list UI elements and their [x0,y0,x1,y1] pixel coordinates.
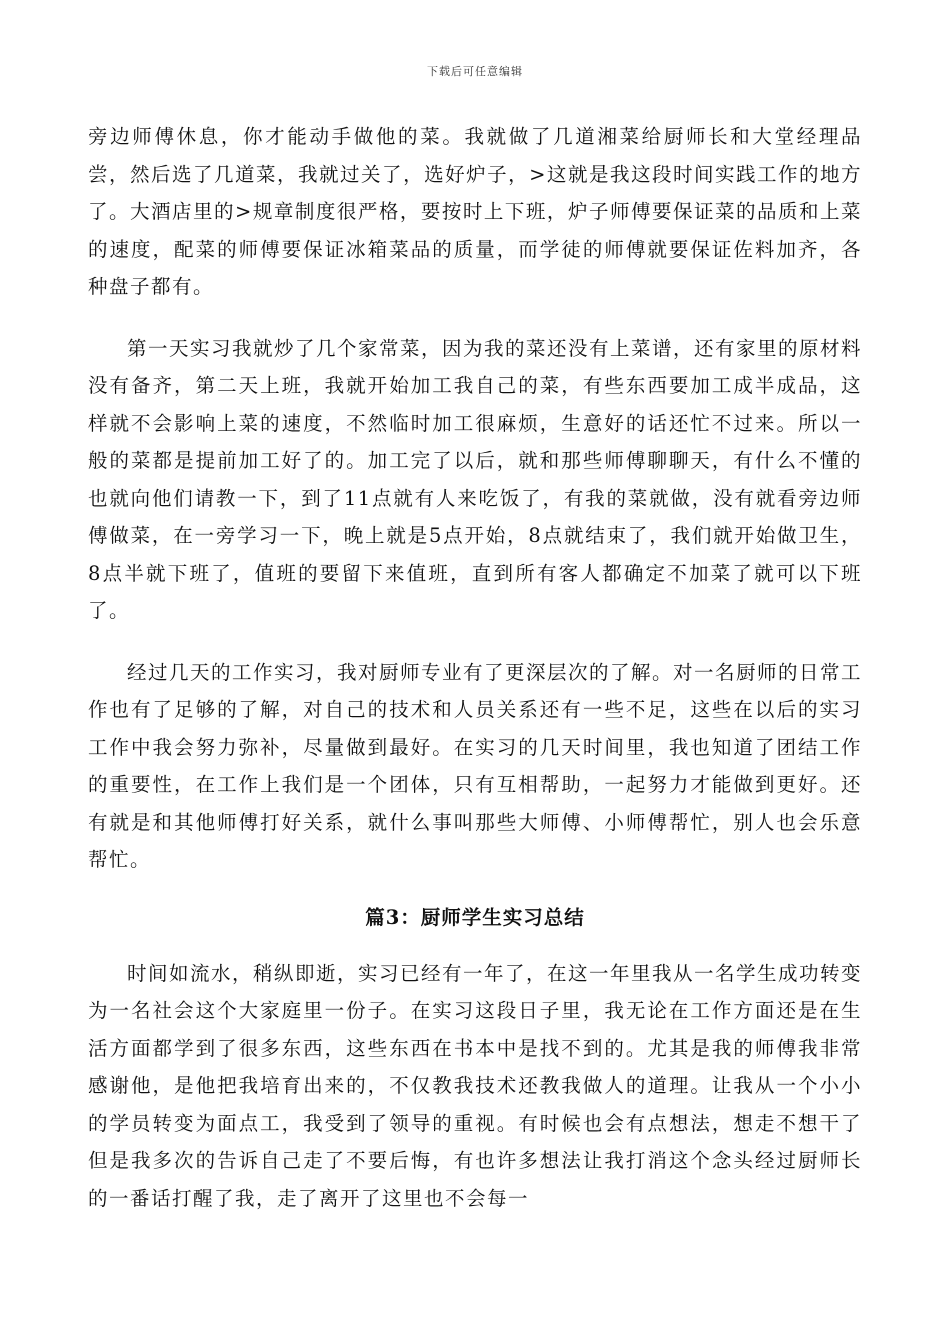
section-title: 篇3：厨师学生实习总结 [365,905,585,929]
paragraph-reflection: 经过几天的工作实习，我对厨师专业有了更深层次的了解。对一名厨师的日常工作也有了足够的了解，对自己的技术和人员关系还有一些不足，这些在以后的实习工作中我会努力弥补，尽量做到最好。在实习的几天时间里，我也知道了团结工作的重要性，在工作上我们是一个团体，只有互相帮助，一起努力才能做到更好。还有就是和其他师傅打好关系，就什么事叫那些大师傅、小师傅帮忙，别人也会乐意帮忙。 [88,660,863,871]
document-body [88,118,862,1241]
paragraph-section-intro: 时间如流水，稍纵即逝，实习已经有一年了，在这一年里我从一名学生成功转变为一名社会这个大家庭里一份子。在实习这段日子里，我无论在工作方面还是在生活方面都学到了很多东西，这些东西在书本中是找不到的。尤其是我的师傅我非常感谢他，是他把我培育出来的，不仅教我技术还教我做人的道理。让我从一个小小的学员转变为面点工，我受到了领导的重视。有时候也会有点想法，想走不想干了但是我多次的告诉自己走了不要后悔，有也许多想法让我打消这个念头经过厨师长的一番话打醒了我，走了离开了这里也不会每一 [88,961,863,1210]
page-header: 下载后可任意编辑 [427,65,523,78]
paragraph-first-day: 第一天实习我就炒了几个家常菜，因为我的菜还没有上菜谱，还有家里的原材料没有备齐，第二天上班，我就开始加工我自己的菜，有些东西要加工成半成品，这样就不会影响上菜的速度，不然临时加工很麻烦，生意好的话还忙不过来。所以一般的菜都是提前加工好了的。加工完了以后，就和那些师傅聊聊天，有什么不懂的也就向他们请教一下，到了11点就有人来吃饭了，有我的菜就做，没有就看旁边师傅做菜，在一旁学习一下，晚上就是5点开始，8点就结束了，我们就开始做卫生，8点半就下班了，值班的要留下来值班，直到所有客人都确定不加菜了就可以下班了。 [88,336,863,622]
paragraph-continued: 旁边师傅休息，你才能动手做他的菜。我就做了几道湘菜给厨师长和大堂经理品尝，然后选了几道菜，我就过关了，选好炉子，>这就是我这段时间实践工作的地方了。大酒店里的>规章制度很严格，要按时上下班，炉子师傅要保证菜的品质和上菜的速度，配菜的师傅要保证冰箱菜品的质量，而学徒的师傅就要保证佐料加齐，各种盘子都有。 [88,125,862,298]
